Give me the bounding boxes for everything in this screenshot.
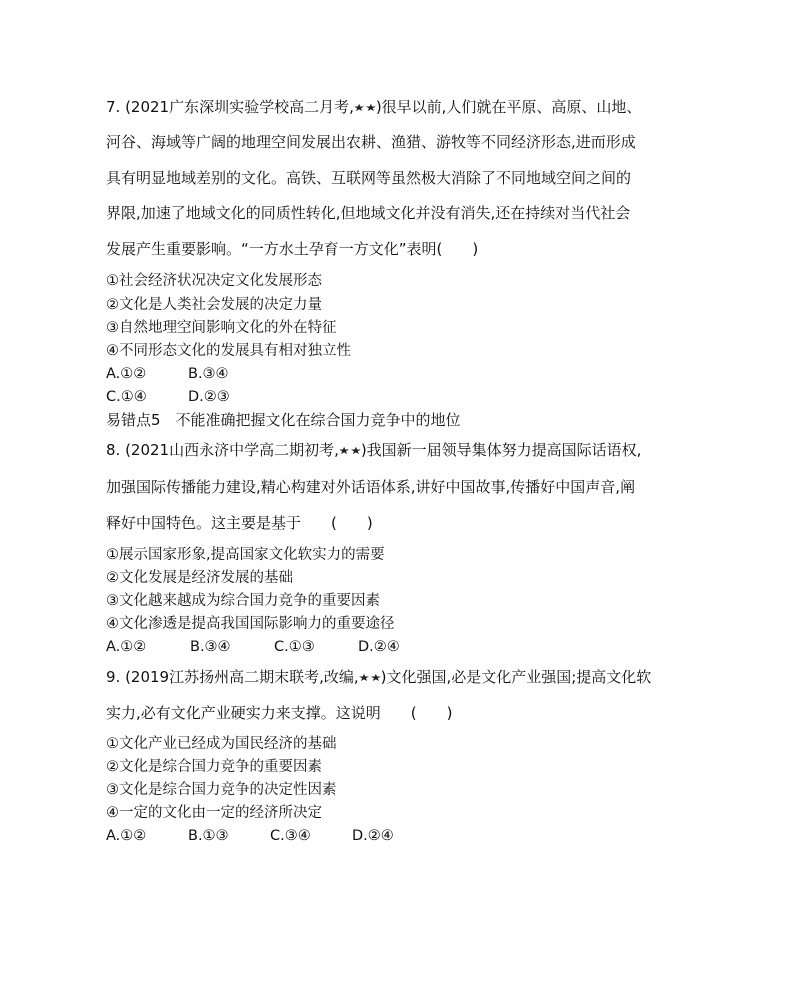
q8-line-3: 释好中国特色。这主要是基于 ( ) [106, 514, 373, 532]
q8-option-3: ③文化越来越成为综合国力竞争的重要因素 [106, 593, 380, 609]
q7-head: 7. (2021广东深圳实验学校高二月考, [106, 98, 354, 116]
difficulty-star-icon: ★★ [338, 446, 362, 457]
q7-choices-row-1 [106, 364, 229, 384]
q7-line-4: 界限,加速了地域文化的同质性转化,但地域文化并没有消失,还在持续对当代社会 [106, 204, 631, 222]
q8-option-4: ④文化渗透是提高我国国际影响力的重要途径 [106, 616, 395, 632]
q8-line1-tail: )我国新一届领导集体努力提高国际话语权, [360, 441, 642, 459]
q7-choice-b[interactable]: B.③④ [188, 366, 229, 382]
q9-choice-d[interactable]: D.②④ [352, 828, 394, 844]
difficulty-star-icon: ★★ [357, 673, 382, 684]
q9-option-2: ②文化是综合国力竞争的重要因素 [106, 759, 322, 775]
q7-line1-tail: )很早以前,人们就在平原、高原、山地、 [375, 98, 642, 116]
q9-choices [106, 826, 394, 846]
q9-line-2: 实力,必有文化产业硬实力来支撑。这说明 ( ) [106, 704, 453, 722]
q7-choices-row-2 [106, 387, 230, 407]
q8-choice-c[interactable]: C.①③ [274, 639, 315, 655]
q9-option-4: ④一定的文化由一定的经济所决定 [106, 805, 322, 821]
q7-choice-d[interactable]: D.②③ [188, 389, 230, 405]
q9-choice-c[interactable]: C.③④ [270, 828, 311, 844]
q7-choice-a[interactable]: A.①② [106, 366, 147, 382]
q8-choice-a[interactable]: A.①② [106, 639, 147, 655]
q8-choice-d[interactable]: D.②④ [358, 639, 400, 655]
q9-choice-a[interactable]: A.①② [106, 828, 147, 844]
q8-choices [106, 637, 400, 657]
q7-choice-c[interactable]: C.①④ [106, 389, 147, 405]
q9-option-3: ③文化是综合国力竞争的决定性因素 [106, 782, 337, 798]
q7-line-3: 具有明显地域差别的文化。高铁、互联网等虽然极大消除了不同地域空间之间的 [106, 169, 632, 187]
q7-option-2: ②文化是人类社会发展的决定力量 [106, 297, 322, 313]
q9-choice-b[interactable]: B.①③ [188, 828, 229, 844]
q7-option-3: ③自然地理空间影响文化的外在特征 [106, 320, 337, 336]
difficulty-star-icon: ★★ [353, 103, 377, 114]
q8-line-2: 加强国际传播能力建设,精心构建对外话语体系,讲好中国故事,传播好中国声音,阐 [106, 478, 636, 496]
q8-option-2: ②文化发展是经济发展的基础 [106, 570, 293, 586]
q9-line-1 [106, 667, 651, 689]
q7-line-5: 发展产生重要影响。“一方水土孕育一方文化”表明( ) [106, 240, 479, 258]
q7-option-1: ①社会经济状况决定文化发展形态 [106, 273, 322, 289]
q8-head: 8. (2021山西永济中学高二期初考, [106, 441, 339, 459]
q9-option-1: ①文化产业已经成为国民经济的基础 [106, 736, 337, 752]
q8-choice-b[interactable]: B.③④ [190, 639, 231, 655]
q8-option-1: ①展示国家形象,提高国家文化软实力的需要 [106, 547, 385, 563]
q9-head: 9. (2019江苏扬州高二期末联考,改编, [106, 668, 359, 686]
q7-line-2: 河谷、海域等广阔的地理空间发展出农耕、渔猎、游牧等不同经济形态,进而形成 [106, 133, 636, 151]
q8-line-1 [106, 440, 641, 462]
q7-option-4: ④不同形态文化的发展具有相对独立性 [106, 343, 351, 359]
q9-line1-tail: )文化强国,必是文化产业强国;提高文化软 [380, 668, 652, 686]
q7-line-1 [106, 97, 641, 119]
section-label: 易错点5 不能准确把握文化在综合国力竞争中的地位 [106, 411, 461, 429]
